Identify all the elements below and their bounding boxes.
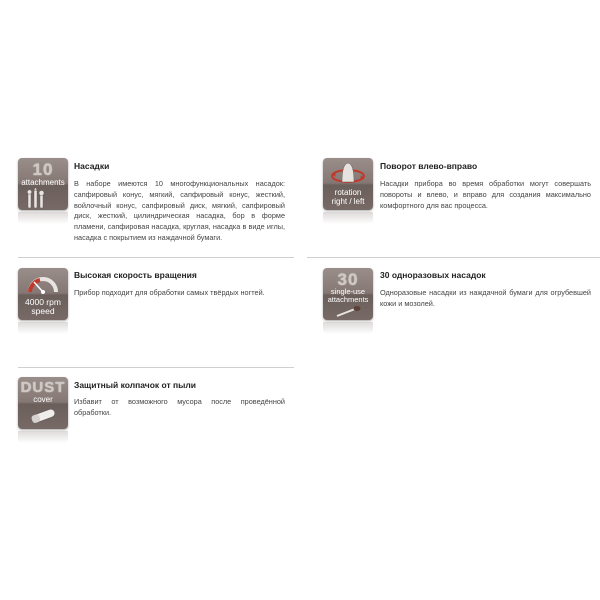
badge-caption-line-2: attachments [327, 295, 369, 304]
feature-description: Прибор подходит для обработки самых твёрдых ногтей. [74, 288, 265, 297]
feature-title: Высокая скорость вращения [74, 270, 197, 280]
badge-caption-line-1: 4000 rpm [25, 297, 61, 307]
feature-title: Защитный колпачок от пыли [74, 380, 197, 390]
badge-caption-line-2: speed [31, 306, 55, 316]
badge-caption: cover [33, 395, 53, 404]
divider [307, 257, 600, 258]
rotation-icon [323, 160, 373, 188]
feature-description: Одноразовые насадки из наждачной бумаги для огрубевшей кожи и мозолей. [380, 288, 591, 308]
feature-description: В наборе имеются 10 многофункциональных насадок: сапфировый конус, мягкий, сапфировый конус, жесткий, войлочный конус, сапфировый диск, мягкий, сапфировый диск, жесткий, цилиндрическая насадка, бор в форме пламени, сапфировая насадка, круглая, насадка в виде иглы, насадка с покрытием из наждачной бумаги. [74, 179, 285, 242]
feature-title: 30 одноразовых насадок [380, 270, 486, 280]
feature-title: Поворот влево-вправо [380, 161, 478, 171]
badge-caption-line-1: single-use [330, 287, 366, 296]
badge-caption-line-1: rotation [334, 188, 362, 197]
badge-caption: attachments [21, 178, 65, 187]
feature-description: Избавит от возможного мусора после проведённой обработки. [74, 397, 285, 417]
divider [18, 367, 294, 368]
feature-description: Насадки прибора во время обработки могут совершать повороты и влево, и вправо для создания максимально комфортного для вас процесса. [380, 179, 591, 210]
badge-number: 10 [32, 160, 54, 179]
speed-gauge-icon [18, 270, 68, 296]
badge-number: 30 [337, 270, 359, 289]
badge-number: DUST [20, 379, 66, 396]
feature-title: Насадки [74, 161, 110, 171]
badge-caption-line-2: right / left [331, 197, 365, 206]
single-use-attachment-icon [323, 305, 373, 319]
divider [18, 257, 294, 258]
dust-cover-icon [18, 405, 68, 425]
attachments-icon [18, 188, 68, 210]
